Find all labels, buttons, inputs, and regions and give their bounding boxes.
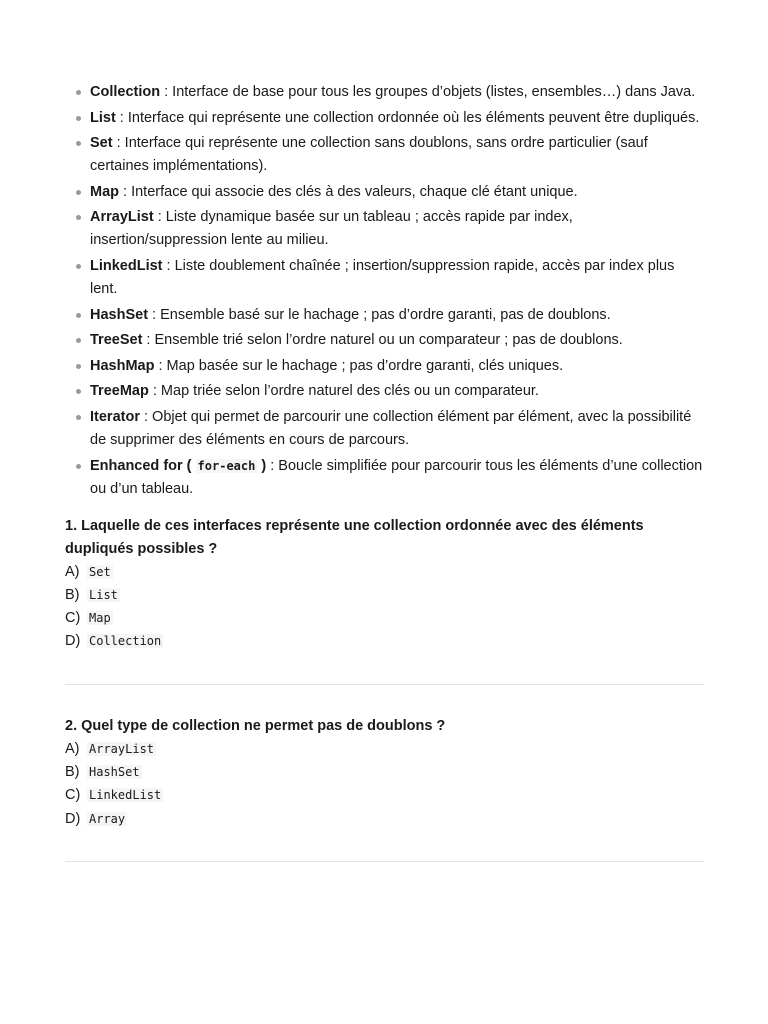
definition-term (90, 458, 266, 474)
list-item (90, 255, 704, 301)
answer-code: Map (89, 611, 111, 626)
list-item (90, 329, 704, 352)
definition-desc: : Interface qui représente une collection ordonnée où les éléments peuvent être dupliqués. (115, 109, 700, 126)
answer-option (65, 630, 704, 653)
definition-desc: : Ensemble basé sur le hachage ; pas d’ordre garanti, pas de doublons. (148, 306, 611, 323)
bullet-icon (76, 116, 81, 121)
list-item (90, 107, 704, 130)
bullet-icon (76, 364, 81, 369)
answer-option (65, 738, 704, 761)
definition-term: LinkedList (90, 257, 163, 274)
answer-letter: D) (65, 810, 81, 827)
list-item (90, 132, 704, 178)
definition-term: HashSet (90, 306, 149, 323)
answer-letter: A) (65, 563, 80, 580)
definition-desc: : Liste doublement chaînée ; insertion/suppression rapide, accès par index plus lent. (90, 257, 675, 297)
definition-term: HashMap (90, 357, 155, 374)
answer-code: HashSet (89, 765, 140, 780)
answer-code: List (89, 587, 118, 602)
definition-term: Collection (90, 84, 161, 100)
bullet-icon (76, 389, 81, 394)
list-item (90, 380, 704, 403)
bullet-icon (76, 264, 81, 269)
section-divider (65, 684, 704, 685)
definition-desc: : Liste dynamique basée sur un tableau ; accès rapide par index, insertion/suppression lente au milieu. (90, 209, 573, 249)
bullet-icon (76, 215, 81, 220)
list-item (90, 206, 704, 252)
answer-letter: B) (65, 764, 80, 781)
bullet-icon (76, 338, 81, 343)
answer-letter: C) (65, 787, 81, 804)
list-item (90, 81, 704, 104)
answer-option (65, 761, 704, 784)
answer-letter: B) (65, 586, 80, 603)
bullet-icon (76, 141, 81, 146)
answer-letter: C) (65, 610, 81, 627)
answer-option (65, 784, 704, 807)
inline-code: for-each (197, 458, 256, 473)
question-1 (65, 515, 704, 654)
question-title: 1. Laquelle de ces interfaces représente une collection ordonnée avec des éléments dupliqués possibles ? (65, 517, 644, 557)
definition-desc: : Boucle simplifiée pour parcourir tous les éléments d’une collection ou d’un tableau. (90, 457, 703, 497)
answer-code: LinkedList (89, 788, 162, 803)
definition-term: TreeSet (90, 332, 143, 349)
question-2 (65, 715, 704, 831)
definition-desc: : Interface qui associe des clés à des valeurs, chaque clé étant unique. (119, 183, 578, 200)
definition-desc: : Interface qui représente une collection sans doublons, sans ordre particulier (sauf certaines implémentations). (90, 135, 648, 175)
answer-option (65, 607, 704, 630)
bullet-icon (76, 313, 81, 318)
definition-term: TreeMap (90, 383, 149, 400)
answer-code: Array (89, 811, 126, 826)
list-item (90, 304, 704, 327)
definitions-list (65, 81, 704, 501)
enhanced-for-term-before: Enhanced for ( (90, 457, 196, 474)
answer-option (65, 808, 704, 831)
definition-term: ArrayList (90, 209, 154, 226)
answer-option (65, 584, 704, 607)
list-item (90, 181, 704, 204)
list-item (90, 455, 704, 501)
definition-term: Iterator (90, 408, 140, 425)
list-item (90, 355, 704, 378)
question-title: 2. Quel type de collection ne permet pas de doublons ? (65, 717, 446, 734)
list-item (90, 406, 704, 452)
answer-code: ArrayList (89, 741, 155, 756)
bullet-icon (76, 90, 81, 95)
definition-term: Map (90, 183, 119, 200)
definition-desc: : Interface de base pour tous les groupes d’objets (listes, ensembles…) dans Java. (160, 84, 696, 100)
bullet-icon (76, 464, 81, 469)
definition-desc: : Map triée selon l’ordre naturel des clés ou un comparateur. (148, 383, 539, 400)
definition-term: List (90, 109, 116, 126)
answer-letter: D) (65, 633, 81, 650)
bullet-icon (76, 415, 81, 420)
answer-option (65, 561, 704, 584)
bullet-icon (76, 190, 81, 195)
definition-desc: : Ensemble trié selon l’ordre naturel ou un comparateur ; pas de doublons. (142, 332, 623, 349)
definition-desc: : Objet qui permet de parcourir une collection élément par élément, avec la possibilité de supprimer des éléments en cours de parcours. (90, 408, 692, 448)
answer-code: Collection (89, 634, 162, 649)
section-divider (65, 861, 704, 862)
definition-desc: : Map basée sur le hachage ; pas d’ordre garanti, clés uniques. (154, 357, 564, 374)
definition-term: Set (90, 135, 113, 152)
enhanced-for-term-after: ) (257, 457, 267, 474)
answer-letter: A) (65, 740, 80, 757)
answer-code: Set (89, 564, 111, 579)
